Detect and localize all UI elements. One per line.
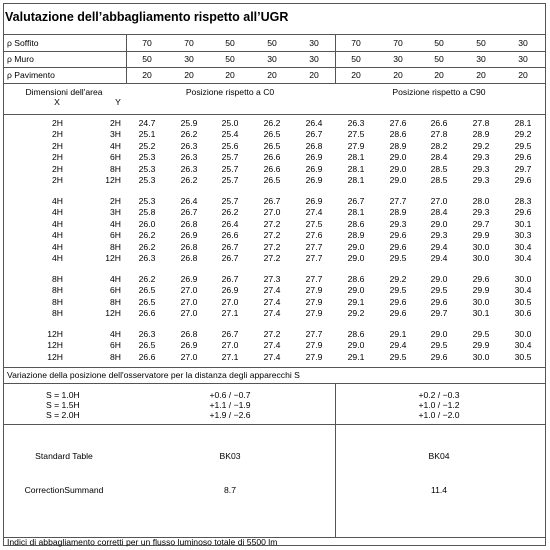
table-column-rule (126, 34, 127, 83)
reflectance-value: 50 (476, 38, 486, 48)
reflectance-value: 50 (225, 54, 235, 64)
row-y-dimension: 8H (110, 296, 121, 307)
ugr-value: 26.6 (263, 163, 281, 174)
ugr-value: 25.7 (221, 163, 239, 174)
ugr-value: 30.1 (472, 308, 490, 319)
ugr-value: 29.6 (389, 230, 407, 241)
ugr-value: 25.2 (138, 140, 156, 151)
ugr-value: 28.1 (347, 207, 365, 218)
ugr-value: 29.6 (389, 296, 407, 307)
reflectance-value: 30 (518, 38, 528, 48)
row-x-dimension: 2H (52, 118, 63, 128)
row-y-dimension: 12H (105, 308, 121, 319)
ugr-value: 29.6 (514, 175, 532, 185)
ugr-value: 26.7 (263, 196, 281, 206)
table-column-rule (335, 34, 336, 83)
reflectance-value: 20 (434, 70, 444, 80)
ugr-value: 25.1 (138, 129, 156, 140)
ugr-value: 26.5 (138, 340, 156, 351)
ugr-value: 26.9 (180, 274, 198, 284)
ugr-value: 29.0 (430, 218, 448, 229)
ugr-value: 29.7 (430, 308, 448, 319)
ugr-value: 29.9 (472, 340, 490, 351)
ugr-value: 25.8 (138, 207, 156, 218)
ugr-value: 27.0 (221, 296, 239, 307)
ugr-value: 25.6 (221, 140, 239, 151)
ugr-value: 29.0 (347, 253, 365, 263)
ugr-value: 27.0 (180, 296, 198, 307)
ugr-value: 29.3 (389, 218, 407, 229)
ugr-value: 27.0 (180, 351, 198, 362)
row-x-dimension: 8H (52, 308, 63, 319)
reflectance-value: 20 (351, 70, 361, 80)
y-header: Y (115, 97, 121, 107)
ugr-value: 28.5 (430, 163, 448, 174)
ugr-value: 29.1 (347, 351, 365, 362)
ugr-value: 27.5 (305, 218, 323, 229)
variation-spacing-label: S = 1.0H (46, 390, 80, 400)
ugr-value: 27.4 (263, 351, 281, 362)
page-title: Valutazione dell’abbagliamento rispetto all’UGR (5, 10, 289, 24)
table-rule (3, 83, 546, 84)
ugr-value: 29.3 (472, 163, 490, 174)
ugr-value: 25.3 (138, 196, 156, 206)
row-y-dimension: 12H (105, 253, 121, 263)
ugr-value: 26.3 (180, 152, 198, 163)
ugr-value: 27.0 (221, 340, 239, 351)
row-x-dimension: 4H (52, 218, 63, 229)
ugr-value: 28.3 (514, 196, 532, 206)
ugr-value: 27.9 (347, 140, 365, 151)
variation-spacing-label: S = 1.5H (46, 400, 80, 410)
ugr-value: 28.1 (347, 152, 365, 163)
ugr-value: 29.0 (347, 285, 365, 296)
ugr-value: 30.4 (514, 241, 532, 252)
ugr-value: 27.2 (263, 241, 281, 252)
ugr-value: 27.6 (305, 230, 323, 241)
ugr-value: 29.6 (472, 274, 490, 284)
ugr-value: 26.3 (347, 118, 365, 128)
ugr-value: 27.4 (263, 296, 281, 307)
ugr-value: 29.6 (514, 152, 532, 163)
ugr-value: 30.3 (514, 230, 532, 241)
ugr-value: 26.2 (138, 241, 156, 252)
reflectance-value: 50 (351, 54, 361, 64)
ugr-value: 27.1 (221, 351, 239, 362)
row-x-dimension: 4H (52, 241, 63, 252)
reflectance-value: 20 (267, 70, 277, 80)
ugr-value: 29.6 (389, 241, 407, 252)
ugr-value: 25.0 (221, 118, 239, 128)
reflectance-value: 70 (184, 38, 194, 48)
reflectance-value: 50 (434, 38, 444, 48)
ugr-value: 29.5 (472, 329, 490, 339)
ugr-value: 26.7 (221, 274, 239, 284)
row-y-dimension: 4H (110, 218, 121, 229)
ugr-value: 26.2 (138, 274, 156, 284)
row-y-dimension: 2H (110, 196, 121, 206)
ugr-value: 26.9 (305, 152, 323, 163)
row-x-dimension: 8H (52, 296, 63, 307)
reflectance-value: 30 (309, 54, 319, 64)
c0-header: Posizione rispetto a C0 (185, 87, 275, 97)
ugr-value: 27.1 (221, 308, 239, 319)
ugr-value: 30.0 (472, 253, 490, 263)
standard-table-label: Standard Table (35, 451, 93, 461)
table-rule (3, 383, 546, 384)
ugr-value: 29.3 (472, 152, 490, 163)
ugr-value: 29.3 (472, 175, 490, 185)
ugr-value: 27.2 (263, 230, 281, 241)
row-y-dimension: 4H (110, 140, 121, 151)
variation-c0-value: +1.1 / −1.9 (209, 400, 251, 410)
ugr-value: 28.0 (472, 196, 490, 206)
c90-header: Posizione rispetto a C90 (392, 87, 486, 97)
row-y-dimension: 2H (110, 118, 121, 128)
ugr-value: 26.3 (138, 253, 156, 263)
ugr-value: 29.3 (430, 230, 448, 241)
ugr-value: 29.2 (389, 274, 407, 284)
ugr-value: 29.4 (430, 241, 448, 252)
reflectance-value: 50 (267, 38, 277, 48)
reflectance-value: 20 (476, 70, 486, 80)
ugr-value: 29.7 (472, 218, 490, 229)
ugr-value: 26.8 (180, 329, 198, 339)
ugr-value: 25.3 (138, 163, 156, 174)
ugr-value: 26.2 (138, 230, 156, 241)
reflectance-value: 20 (309, 70, 319, 80)
row-y-dimension: 12H (105, 175, 121, 185)
ugr-value: 26.9 (180, 340, 198, 351)
ugr-value: 25.4 (221, 129, 239, 140)
reflectance-value: 20 (142, 70, 152, 80)
ugr-value: 27.3 (263, 274, 281, 284)
ugr-value: 28.4 (430, 152, 448, 163)
ugr-value: 26.2 (180, 129, 198, 140)
ugr-value: 26.4 (221, 218, 239, 229)
ugr-value: 27.9 (305, 340, 323, 351)
ugr-value: 27.7 (305, 274, 323, 284)
reflectance-value: 70 (351, 38, 361, 48)
reflectance-value: 20 (518, 70, 528, 80)
ugr-value: 30.0 (514, 274, 532, 284)
ugr-value: 29.0 (347, 241, 365, 252)
row-x-dimension: 4H (52, 230, 63, 241)
row-x-dimension: 2H (52, 152, 63, 163)
ugr-value: 27.5 (347, 129, 365, 140)
ugr-value: 26.5 (263, 140, 281, 151)
ugr-value: 28.5 (430, 175, 448, 185)
ugr-value: 27.0 (180, 308, 198, 319)
reflectance-value: 20 (393, 70, 403, 80)
reflectance-value: 50 (225, 38, 235, 48)
ugr-value: 26.6 (221, 230, 239, 241)
ugr-value: 26.9 (221, 285, 239, 296)
ugr-value: 27.4 (263, 308, 281, 319)
reflectance-value: 30 (476, 54, 486, 64)
ugr-value: 28.6 (347, 274, 365, 284)
ugr-value: 29.5 (430, 340, 448, 351)
ugr-value: 26.2 (180, 175, 198, 185)
ugr-value: 26.5 (263, 129, 281, 140)
reflectance-value: 30 (267, 54, 277, 64)
ugr-value: 28.1 (514, 118, 532, 128)
table-rule (3, 67, 546, 68)
ugr-value: 29.0 (389, 152, 407, 163)
ugr-value: 29.4 (430, 253, 448, 263)
correction-summand-c0: 8.7 (224, 485, 236, 495)
ugr-value: 24.7 (138, 118, 156, 128)
row-x-dimension: 8H (52, 285, 63, 296)
reflectance-value: 30 (309, 38, 319, 48)
ugr-value: 30.6 (514, 308, 532, 319)
row-y-dimension: 8H (110, 351, 121, 362)
ugr-value: 26.5 (263, 175, 281, 185)
ugr-value: 27.8 (472, 118, 490, 128)
standard-table-c90: BK04 (428, 451, 450, 461)
row-y-dimension: 8H (110, 163, 121, 174)
ugr-value: 28.6 (347, 218, 365, 229)
ugr-value: 27.9 (305, 296, 323, 307)
ugr-value: 28.6 (389, 129, 407, 140)
ugr-value: 29.0 (430, 329, 448, 339)
ugr-value: 27.8 (430, 129, 448, 140)
table-rule (3, 34, 546, 35)
ugr-value: 29.5 (389, 253, 407, 263)
ugr-value: 27.7 (305, 329, 323, 339)
ugr-value: 26.7 (221, 253, 239, 263)
ugr-value: 26.7 (221, 329, 239, 339)
correction-summand-c90: 11.4 (430, 485, 448, 495)
reflectance-value: 30 (393, 54, 403, 64)
ugr-value: 29.5 (514, 140, 532, 151)
ugr-value: 28.9 (472, 129, 490, 140)
ugr-value: 25.3 (138, 152, 156, 163)
ugr-value: 26.9 (305, 175, 323, 185)
ugr-value: 29.7 (514, 163, 532, 174)
ugr-value: 30.0 (472, 241, 490, 252)
ugr-value: 26.6 (138, 351, 156, 362)
row-x-dimension: 12H (47, 340, 63, 351)
ugr-value: 26.8 (180, 218, 198, 229)
table-rule (3, 367, 546, 368)
x-header: X (54, 97, 60, 107)
reflectance-label: ρ Muro (7, 54, 34, 64)
ugr-value: 27.7 (305, 253, 323, 263)
ugr-value: 30.5 (514, 351, 532, 362)
ugr-value: 26.6 (430, 118, 448, 128)
ugr-value: 30.0 (472, 351, 490, 362)
ugr-value: 29.5 (389, 285, 407, 296)
variation-label: Variazione della posizione dell'osservatore per la distanza degli apparecchi S (7, 370, 300, 380)
ugr-value: 28.1 (347, 175, 365, 185)
ugr-value: 26.4 (180, 196, 198, 206)
row-y-dimension: 4H (110, 329, 121, 339)
ugr-value: 29.2 (514, 129, 532, 140)
ugr-value: 27.2 (263, 253, 281, 263)
ugr-value: 29.9 (472, 285, 490, 296)
ugr-value: 27.2 (263, 218, 281, 229)
row-x-dimension: 12H (47, 351, 63, 362)
reflectance-value: 20 (225, 70, 235, 80)
ugr-value: 27.4 (263, 285, 281, 296)
ugr-value: 29.0 (347, 340, 365, 351)
ugr-value: 29.5 (430, 285, 448, 296)
row-x-dimension: 4H (52, 207, 63, 218)
row-x-dimension: 4H (52, 196, 63, 206)
ugr-value: 26.8 (180, 253, 198, 263)
ugr-value: 29.9 (472, 230, 490, 241)
row-y-dimension: 6H (110, 340, 121, 351)
reflectance-value: 30 (184, 54, 194, 64)
ugr-value: 29.6 (389, 308, 407, 319)
correction-summand-label: CorrectionSummand (24, 485, 104, 495)
ugr-value: 26.3 (180, 140, 198, 151)
ugr-value: 29.0 (430, 274, 448, 284)
ugr-value: 30.4 (514, 340, 532, 351)
reflectance-value: 50 (142, 54, 152, 64)
ugr-value: 26.4 (305, 118, 323, 128)
ugr-value: 26.7 (347, 196, 365, 206)
ugr-value: 26.9 (180, 230, 198, 241)
ugr-value: 26.2 (221, 207, 239, 218)
ugr-value: 26.2 (263, 118, 281, 128)
ugr-value: 26.0 (138, 218, 156, 229)
ugr-value: 26.9 (305, 163, 323, 174)
variation-c90-value: +1.0 / −2.0 (418, 410, 460, 420)
variation-c90-value: +0.2 / −0.3 (418, 390, 460, 400)
reflectance-label: ρ Soffito (7, 38, 39, 48)
ugr-value: 29.3 (472, 207, 490, 218)
ugr-value: 29.0 (389, 175, 407, 185)
standard-table-c0: BK03 (219, 451, 241, 461)
ugr-value: 27.0 (180, 285, 198, 296)
reflectance-value: 20 (184, 70, 194, 80)
row-y-dimension: 6H (110, 230, 121, 241)
table-rule (3, 51, 546, 52)
ugr-value: 26.3 (180, 163, 198, 174)
row-x-dimension: 2H (52, 175, 63, 185)
ugr-value: 27.0 (430, 196, 448, 206)
footer-note: Indici di abbagliamento corretti per un flusso luminoso totale di 5500 lm (7, 537, 278, 547)
ugr-value: 26.5 (138, 285, 156, 296)
row-y-dimension: 3H (110, 129, 121, 140)
ugr-value: 26.8 (180, 241, 198, 252)
row-y-dimension: 8H (110, 241, 121, 252)
ugr-value: 26.9 (305, 196, 323, 206)
ugr-value: 25.9 (180, 118, 198, 128)
row-x-dimension: 12H (47, 329, 63, 339)
ugr-value: 27.7 (389, 196, 407, 206)
ugr-value: 27.4 (305, 207, 323, 218)
ugr-value: 29.6 (430, 296, 448, 307)
ugr-value: 28.4 (430, 207, 448, 218)
ugr-value: 30.4 (514, 253, 532, 263)
table-column-rule (335, 383, 336, 537)
ugr-value: 26.7 (221, 241, 239, 252)
ugr-value: 29.0 (389, 163, 407, 174)
ugr-value: 30.4 (514, 285, 532, 296)
ugr-value: 26.6 (263, 152, 281, 163)
ugr-value: 27.4 (263, 340, 281, 351)
row-y-dimension: 6H (110, 285, 121, 296)
ugr-value: 29.5 (389, 351, 407, 362)
ugr-value: 27.6 (389, 118, 407, 128)
ugr-value: 26.8 (305, 140, 323, 151)
reflectance-value: 50 (434, 54, 444, 64)
ugr-value: 30.5 (514, 296, 532, 307)
ugr-value: 25.7 (221, 196, 239, 206)
ugr-value: 28.9 (389, 140, 407, 151)
reflectance-value: 70 (393, 38, 403, 48)
row-y-dimension: 3H (110, 207, 121, 218)
variation-spacing-label: S = 2.0H (46, 410, 80, 420)
ugr-value: 29.2 (347, 308, 365, 319)
row-x-dimension: 4H (52, 253, 63, 263)
row-x-dimension: 8H (52, 274, 63, 284)
dimensions-header: Dimensioni dell'area (25, 87, 103, 97)
table-rule (3, 424, 546, 425)
ugr-value: 25.7 (221, 175, 239, 185)
ugr-value: 28.6 (347, 329, 365, 339)
variation-c0-value: +1.9 / −2.6 (209, 410, 251, 420)
ugr-value: 29.6 (430, 351, 448, 362)
ugr-value: 26.7 (305, 129, 323, 140)
ugr-value: 25.7 (221, 152, 239, 163)
ugr-value: 27.2 (263, 329, 281, 339)
variation-c90-value: +1.0 / −1.2 (418, 400, 460, 410)
row-y-dimension: 4H (110, 274, 121, 284)
ugr-value: 26.5 (138, 296, 156, 307)
variation-c0-value: +0.6 / −0.7 (209, 390, 251, 400)
ugr-value: 29.1 (347, 296, 365, 307)
ugr-value: 29.4 (389, 340, 407, 351)
ugr-value: 27.9 (305, 308, 323, 319)
ugr-value: 30.0 (514, 329, 532, 339)
reflectance-value: 70 (142, 38, 152, 48)
ugr-value: 27.9 (305, 285, 323, 296)
ugr-value: 30.1 (514, 218, 532, 229)
row-y-dimension: 6H (110, 152, 121, 163)
ugr-value: 30.0 (472, 296, 490, 307)
reflectance-label: ρ Pavimento (7, 70, 55, 80)
ugr-value: 26.3 (138, 329, 156, 339)
ugr-value: 28.2 (430, 140, 448, 151)
ugr-value: 27.0 (263, 207, 281, 218)
ugr-value: 29.1 (389, 329, 407, 339)
ugr-value: 28.9 (389, 207, 407, 218)
ugr-value: 29.6 (514, 207, 532, 218)
ugr-value: 25.3 (138, 175, 156, 185)
row-x-dimension: 2H (52, 163, 63, 174)
ugr-value: 27.9 (305, 351, 323, 362)
ugr-value: 28.1 (347, 163, 365, 174)
table-rule (3, 114, 546, 115)
row-x-dimension: 2H (52, 140, 63, 151)
ugr-value: 26.7 (180, 207, 198, 218)
ugr-value: 27.7 (305, 241, 323, 252)
ugr-value: 29.2 (472, 140, 490, 151)
row-x-dimension: 2H (52, 129, 63, 140)
ugr-value: 26.6 (138, 308, 156, 319)
ugr-value: 28.9 (347, 230, 365, 241)
reflectance-value: 30 (518, 54, 528, 64)
